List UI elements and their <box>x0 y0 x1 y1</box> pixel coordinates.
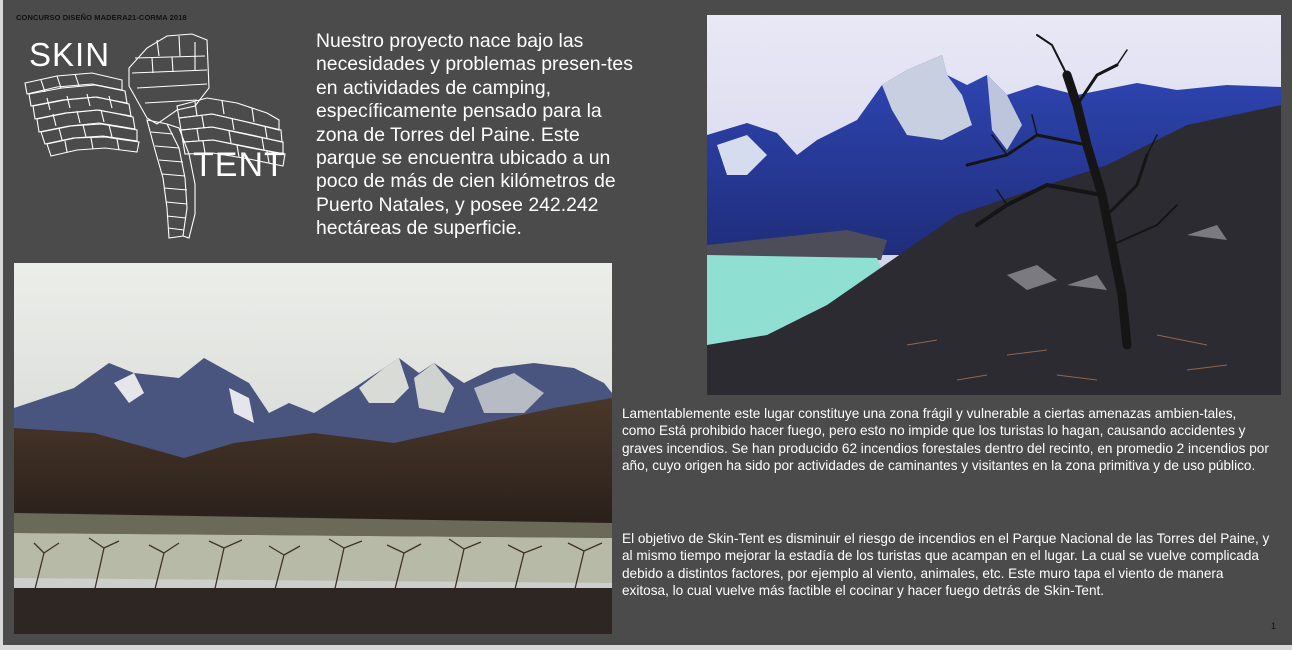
contest-label: CONCURSO DISEÑO MADERA21-CORMA 2018 <box>16 13 187 22</box>
logo-word-skin: SKIN <box>29 36 111 73</box>
logo-word-tent: TENT <box>193 146 286 184</box>
threat-paragraph: Lamentablemente este lugar constituye una zona frágil y vulnerable a ciertas amenazas ambien-tales, como Está prohibido hacer fuego, pero esto no impide que los turistas lo hagan, causando accidentes y graves incendios. Se han producido 62 incendios forestales dentro del recinto, en promedio 2 incendios por año, cuyo origen ha sido por actividades de caminantes y visitantes en la zona primitiva y de uso público. <box>622 406 1269 474</box>
intro-paragraph: Nuestro proyecto nace bajo las necesidades y problemas presen-tes en actividades de camping, específicamente pensado para la zona de Torres del Paine. Este parque se encuentra ubicado a un poco de más de cien kilómetros de Puerto Natales, y posee 242.242 hectáreas de superficie. <box>316 30 633 240</box>
page-number: 1 <box>1270 621 1276 631</box>
objective-paragraph: El objetivo de Skin-Tent es disminuir el riesgo de incendios en el Parque Nacional de las Torres del Paine, y al mismo tiempo mejorar la estadía de los turistas que acampan en el lugar. La cual se vuelve complicada debido a distintos factores, por ejemplo al viento, animales, etc. Este muro tapa el viento de manera exitosa, lo cual vuelve más factible el cocinar y hacer fuego detrás de Skin-Tent. <box>622 531 1270 599</box>
presentation-board <box>3 0 1292 645</box>
skin-tent-logo <box>17 28 292 243</box>
photo-burnt-tree-lake <box>707 15 1281 395</box>
photo-burnt-forest-mountains <box>14 263 612 634</box>
